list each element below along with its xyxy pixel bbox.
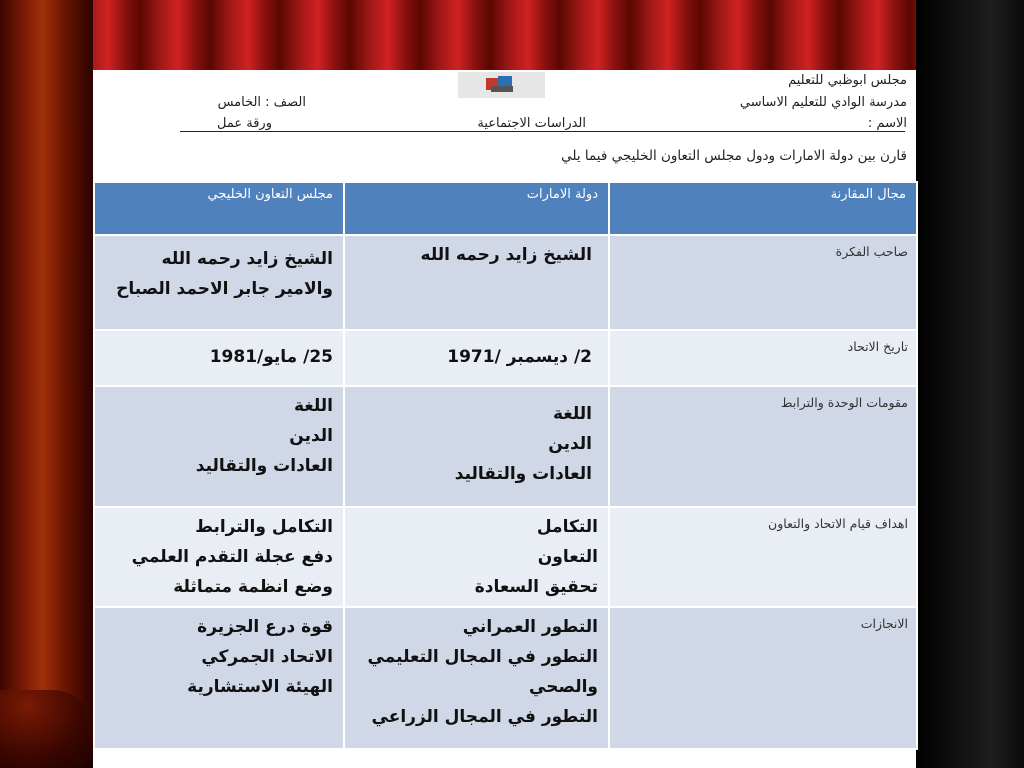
cell-uae	[344, 386, 609, 507]
question-text: قارن بين دولة الامارات ودول مجلس التعاون الخليجي فيما يلي	[561, 148, 907, 164]
cell-uae	[344, 507, 609, 607]
cell-field: الانجازات	[609, 607, 917, 749]
cell-line: الشيخ زايد رحمه الله	[420, 245, 592, 265]
cell-gcc	[94, 507, 344, 607]
cell-field: صاحب الفكرة	[609, 235, 917, 330]
column-header-uae: دولة الامارات	[344, 182, 609, 235]
cell-line: 25/ مايو/1981	[209, 347, 333, 367]
cell-line: التعاون	[537, 547, 598, 567]
cell-line: التكامل	[536, 517, 598, 537]
cell-gcc	[94, 386, 344, 507]
header-rule	[180, 131, 905, 132]
cell-uae	[344, 607, 609, 749]
school-name: مدرسة الوادي للتعليم الاساسي	[739, 95, 907, 110]
cell-line: التطور في المجال التعليمي	[367, 647, 598, 667]
curtain-left	[0, 0, 93, 768]
slide	[93, 70, 916, 768]
column-header-gcc: مجلس التعاون الخليجي	[94, 182, 344, 235]
cell-line: العادات والتقاليد	[195, 456, 333, 476]
council-name: مجلس ابوظبي للتعليم	[788, 73, 907, 88]
school-logo	[458, 72, 545, 98]
cell-line: والامير جابر الاحمد الصباح	[116, 279, 333, 299]
subject-label: الدراسات الاجتماعية	[477, 116, 586, 131]
worksheet-label: ورقة عمل	[217, 116, 272, 131]
cell-line: 2/ ديسمبر /1971	[447, 347, 592, 367]
table-row	[94, 507, 917, 607]
table-row	[94, 235, 917, 330]
cell-field: تاريخ الاتحاد	[609, 330, 917, 386]
cell-gcc	[94, 330, 344, 386]
table-row	[94, 607, 917, 749]
cell-gcc	[94, 235, 344, 330]
cell-line: العادات والتقاليد	[454, 464, 592, 484]
cell-line: وضع انظمة متماثلة	[173, 577, 333, 597]
cell-line: دفع عجلة التقدم العلمي	[131, 547, 333, 567]
curtain-drape	[0, 690, 93, 768]
cell-line: الاتحاد الجمركي	[201, 647, 333, 667]
table-header-row	[94, 182, 917, 235]
cell-uae	[344, 235, 609, 330]
cell-line: الدين	[289, 426, 333, 446]
curtain-right	[916, 0, 1024, 768]
cell-line: الدين	[548, 434, 592, 454]
cell-line: الشيخ زايد رحمه الله	[161, 249, 333, 269]
cell-line: والصحي	[529, 677, 598, 697]
grade-label: الصف : الخامس	[217, 95, 306, 110]
comparison-table	[93, 181, 918, 750]
cell-line: الهيئة الاستشارية	[187, 677, 333, 697]
cell-line: اللغة	[552, 404, 592, 424]
cell-line: قوة درع الجزيرة	[197, 617, 333, 637]
table-row	[94, 386, 917, 507]
cell-gcc	[94, 607, 344, 749]
cell-field: اهداف قيام الاتحاد والتعاون	[609, 507, 917, 607]
table-row	[94, 330, 917, 386]
curtain-top	[0, 0, 1024, 70]
cell-line: التكامل والترابط	[195, 517, 333, 537]
cell-line: التطور العمراني	[462, 617, 598, 637]
cell-uae	[344, 330, 609, 386]
column-header-field: مجال المقارنة	[609, 182, 917, 235]
cell-field: مقومات الوحدة والترابط	[609, 386, 917, 507]
cell-line: تحقيق السعادة	[474, 577, 598, 597]
cell-line: التطور في المجال الزراعي	[371, 707, 598, 727]
cell-line: اللغة	[293, 396, 333, 416]
name-label: الاسم :	[867, 116, 907, 131]
